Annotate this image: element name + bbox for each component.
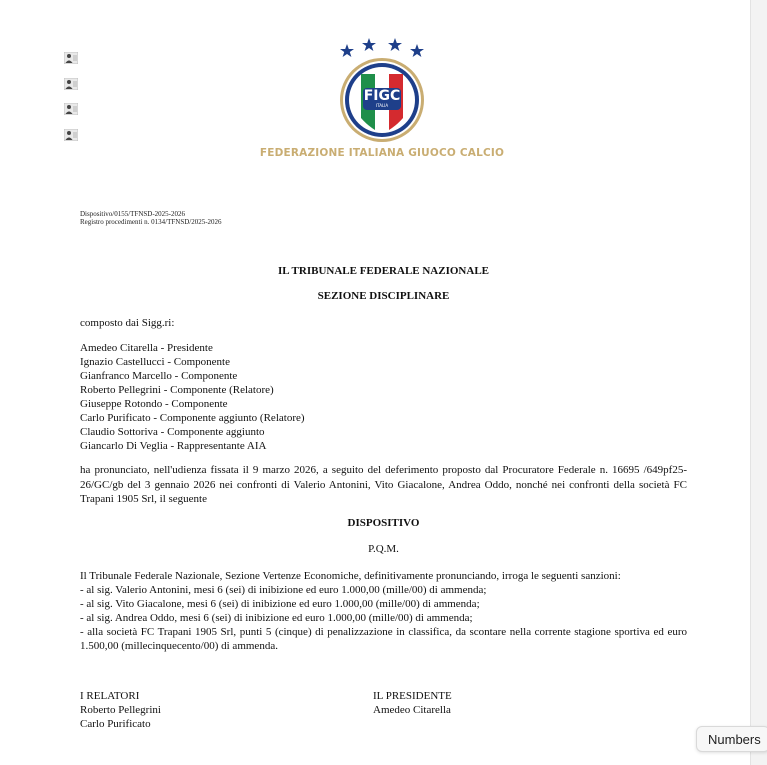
person-icon[interactable] (64, 52, 78, 64)
member-item: Giuseppe Rotondo - Componente (80, 398, 228, 410)
numbers-button[interactable]: Numbers (696, 726, 767, 752)
presidente-name: Amedeo Citarella (373, 704, 451, 716)
relatore-name: Carlo Purificato (80, 718, 151, 730)
sanction-item: - al sig. Vito Giacalone, mesi 6 (sei) di inibizione ed euro 1.000,00 (mille/00) di ammenda; (80, 598, 480, 610)
member-item: Gianfranco Marcello - Componente (80, 370, 238, 382)
federation-name: FEDERAZIONE ITALIANA GIUOCO CALCIO (259, 147, 505, 159)
figc-logo (337, 38, 427, 150)
sanctions-intro: Il Tribunale Federale Nazionale, Sezione Vertenze Economiche, definitivamente pronunciando, irroga le seguenti sanzioni: (80, 570, 621, 582)
sanction-item: - al sig. Valerio Antonini, mesi 6 (sei) di inibizione ed euro 1.000,00 (mille/00) di ammenda; (80, 584, 487, 596)
dispositivo-heading: DISPOSITIVO (347, 517, 420, 529)
right-scrollbar[interactable] (750, 0, 767, 765)
relatore-name: Roberto Pellegrini (80, 704, 161, 716)
registro-reference: Registro procedimenti n. 0134/TFNSD/2025-2026 (80, 218, 222, 226)
pronouncement-paragraph: ha pronunciato, nell'udienza fissata il 9 marzo 2026, a seguito del deferimento proposto dal Procuratore Federale n. 16695 /649pf25-26/GC/gb del 3 gennaio 2026 nei confronti di Valerio Antonini, Vito Giacalone, Andrea Oddo, nonché nei confronti della società FC Trapani 1905 Srl, il seguente (80, 464, 687, 505)
person-icon[interactable] (64, 103, 78, 115)
logo-wordmark: FIGC (363, 88, 401, 104)
member-item: Claudio Sottoriva - Componente aggiunto (80, 426, 265, 438)
sanction-item: - alla società FC Trapani 1905 Srl, punti 5 (cinque) di penalizzazione in classifica, da scontare nella corrente stagione sportiva ed euro 1.500,00 (millecinquecento/00) di ammenda. (80, 626, 687, 652)
member-item: Giancarlo Di Veglia - Rappresentante AIA (80, 440, 267, 452)
pqm-label: P.Q.M. (368, 543, 399, 555)
relatori-heading: I RELATORI (80, 690, 140, 702)
presidente-heading: IL PRESIDENTE (373, 690, 452, 702)
presidente-block (373, 689, 452, 717)
composed-by-label: composto dai Sigg.ri: (80, 317, 175, 329)
members-list (80, 341, 305, 453)
member-item: Amedeo Citarella - Presidente (80, 342, 213, 354)
relatori-block (80, 689, 161, 731)
sanction-item: - al sig. Andrea Oddo, mesi 6 (sei) di inibizione ed euro 1.000,00 (mille/00) di ammenda; (80, 612, 473, 624)
member-item: Ignazio Castellucci - Componente (80, 356, 230, 368)
person-icon[interactable] (64, 78, 78, 90)
sanctions-block (80, 569, 687, 653)
logo-subtext: ITALIA (375, 103, 389, 108)
person-icon[interactable] (64, 129, 78, 141)
member-item: Carlo Purificato - Componente aggiunto (Relatore) (80, 412, 305, 424)
dispositivo-reference: Dispositivo/0155/TFNSD-2025-2026 (80, 210, 186, 218)
member-item: Roberto Pellegrini - Componente (Relatore) (80, 384, 274, 396)
tribunal-title: IL TRIBUNALE FEDERALE NAZIONALE (278, 265, 489, 277)
section-title: SEZIONE DISCIPLINARE (317, 290, 450, 302)
